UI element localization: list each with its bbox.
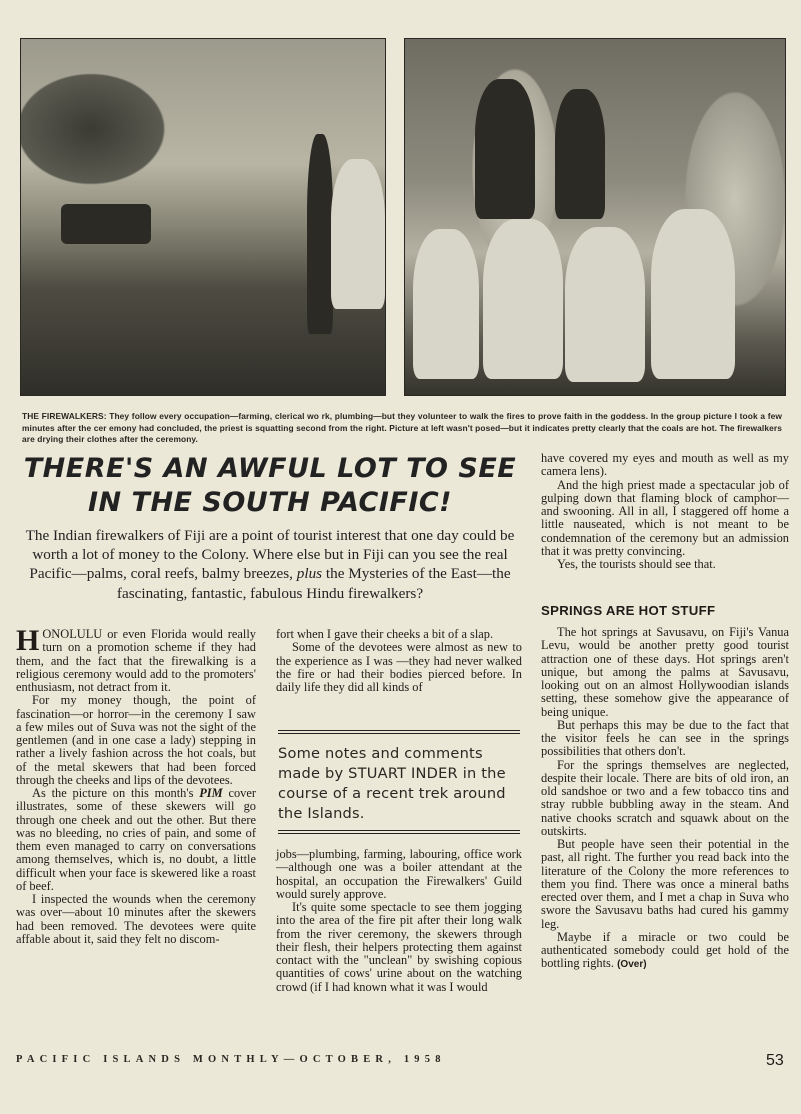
paragraph (541, 931, 789, 972)
standing-man-figure (555, 89, 605, 219)
paragraph: But perhaps this may be due to the fact that the visitor feels he can see in the springs possibilities that others don't. (541, 717, 789, 759)
intro-text-2: the Mysteries of the East—the fascinating, fantastic, fabulous Hindu firewalkers? (116, 565, 511, 602)
crowd-shape (61, 204, 151, 244)
headline (22, 452, 518, 520)
column-3-bottom (541, 626, 789, 972)
seated-man-figure (483, 219, 563, 379)
paragraph: I inspected the wounds when the ceremony was over—about 10 minutes after the skewers had been removed. The devotees were quite affable about it, said they felt no discom- (16, 892, 256, 946)
column-1 (16, 624, 256, 946)
paragraph: The hot springs at Savusavu, on Fiji's Vanua Levu, would be another pretty good tourist attraction one of these days. Hot springs aren't unique, but among the palms at Savusavu, looking out on an almost Hollywoodian islands setting, these somehow give the appearance of being unique. (541, 625, 789, 719)
headline-line-1: THERE'S AN AWFUL LOT TO SEE (23, 453, 517, 484)
paragraph: jobs—plumbing, farming, labouring, office work—although one was a boiler attendant at the hospital, an occupation the Firewalkers' Guild would surely approve. (276, 847, 522, 901)
paragraph-text: ONOLULU or even Florida would really turn on a promotion scheme if they had them, and the fact that the firewalking is a religious ceremony would add to the promoters' enthusiasm, not detract from it. (16, 627, 256, 694)
page-number: 53 (766, 1052, 784, 1069)
drop-cap: H (16, 624, 40, 657)
column-2-top (276, 628, 522, 694)
over-marker: (Over) (617, 959, 647, 971)
walker-figure (307, 134, 333, 334)
column-2-bottom (276, 848, 522, 994)
column-3-top (541, 452, 789, 571)
box-top-rule (278, 730, 520, 734)
seated-man-figure (413, 229, 479, 379)
paragraph: But people have seen their potential in the past, all right. The further you read back into the literature of the Colony the more references to them you find. There was once a mineral baths erected over them, and I met a chap in Suva who swore the Savusavu baths had cured his gammy leg. (541, 837, 789, 931)
paragraph-text: cover illustrates, some of these skewers will go through one cheek and out the other. But there was no bleeding, no cries of pain, and some of them even managed to carry on conversations among themselves, which is, no doubt, a little difficult when your face is skewered like a roast of beef. (16, 786, 256, 893)
paragraph (16, 787, 256, 893)
paragraph: And the high priest made a spectacular job of gulping down that flaming block of camphor—and swooning. All in all, I staggered off home a little nauseated, which is not meant to be condemnation of the ceremony but an admission that it was pretty convincing. (541, 477, 789, 558)
headline-line-2: IN THE SOUTH PACIFIC! (88, 487, 452, 518)
spectator-figure (331, 159, 385, 309)
intro-text-1: The Indian firewalkers of Fiji are a point of tourist interest that one day could be worth a lot of money to the Colony. Where else but in Fiji can you see the real Pacific—palms, coral reefs, balmy breezes, (25, 527, 515, 583)
intro-paragraph (22, 526, 518, 603)
paragraph: have covered my eyes and mouth as well as my camera lens). (541, 451, 789, 479)
byline-box: Some notes and comments made by STUART INDER in the course of a recent trek around the Islands. (278, 745, 506, 822)
standing-man-figure (475, 79, 535, 219)
firewalkers-group-photo-icon (404, 38, 786, 396)
seated-man-figure (565, 227, 645, 382)
paragraph: Some of the devotees were almost as new to the experience as I was —they had never walked the fire or had their bodies pierced before. In daily life they did all kinds of (276, 640, 522, 694)
intro-emphasis: plus (296, 565, 323, 583)
paragraph: Yes, the tourists should see that. (557, 557, 716, 571)
section-subhead: SPRINGS ARE HOT STUFF (541, 603, 716, 618)
paragraph: It's quite some spectacle to see them jogging into the area of the fire pit after their long walk from the river ceremony, the skewers through their flesh, their helpers protecting them against contact with the "unclean" by swishing copious quantities of cows' urine about on the watching crowd (if I had known what it was I would (276, 900, 522, 994)
paragraph (16, 624, 256, 694)
paragraph-text: As the picture on this month's (32, 786, 200, 800)
firewalkers-coals-photo-icon (20, 38, 386, 396)
priest-figure (651, 209, 735, 379)
photo-caption: THE FIREWALKERS: They follow every occupation—farming, clerical wo rk, plumbing—but they volunteer to walk the fires to prove faith in the goddess. In the group picture I took a few minutes after the cer emony had concluded, the priest is squatting second from the right. Picture at left wasn't posed—but it indicates pretty clearly that the coals are hot. The firewalkers are drying their clothes after the ceremony. (22, 411, 782, 445)
paragraph: For my money though, the point of fascination—or horror—in the ceremony I saw a few miles out of Suva was not the sight of the gentlemen (and in one case a lady) stepping in rather a lively fashion across the hot coals, but of the metal skewers that had been forced through the cheeks and lips of the devotees. (16, 693, 256, 787)
paragraph: fort when I gave their cheeks a bit of a slap. (276, 627, 494, 641)
pim-emphasis: PIM (199, 786, 223, 800)
page-footer: PACIFIC ISLANDS MONTHLY—OCTOBER, 1958 (16, 1054, 446, 1065)
paragraph: For the springs themselves are neglected, despite their locale. There are bits of old iron, an old sandshoe or two and a few tobacco tins and stray rubble bubbling away in the steam. And native chooks scratch and squawk about on the outskirts. (541, 757, 789, 838)
box-bottom-rule (278, 830, 520, 834)
paragraph-text: Maybe if a miracle or two could be authenticated somebody could get hold of the bottling rights. (541, 929, 789, 971)
